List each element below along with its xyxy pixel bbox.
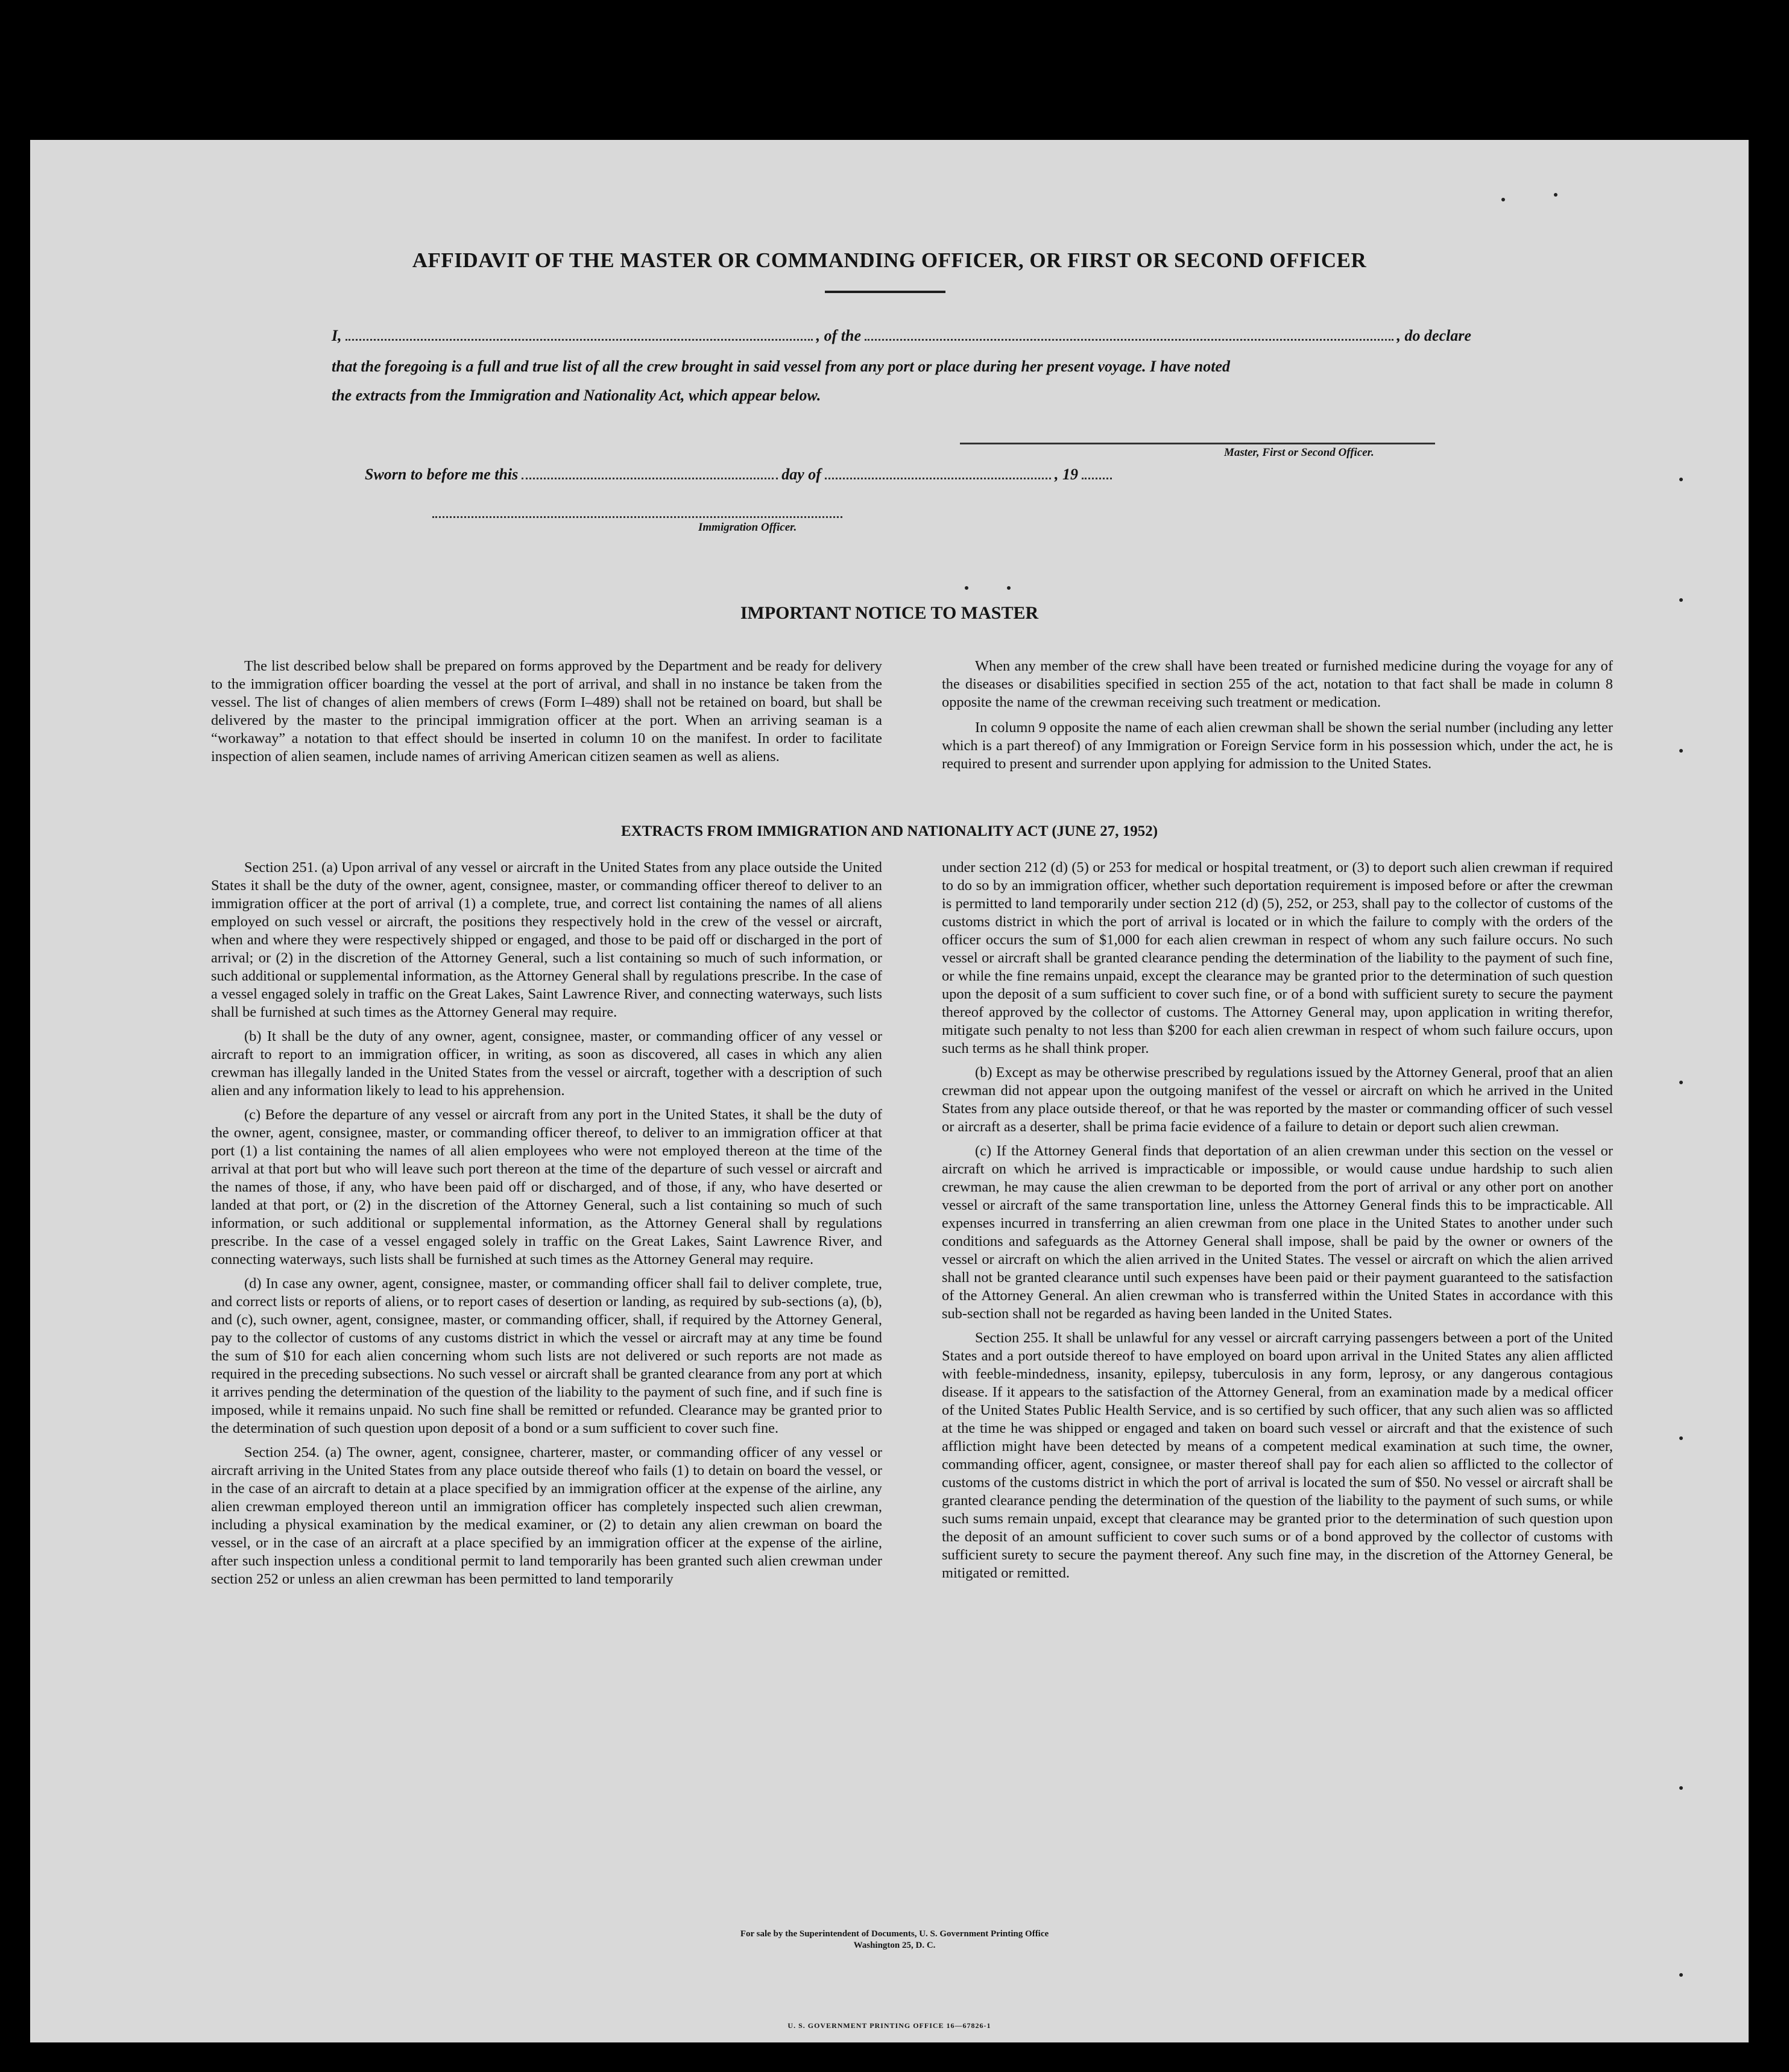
scan-speck — [1501, 198, 1505, 201]
do-declare-label: , do declare — [1396, 327, 1471, 344]
scan-speck — [1679, 478, 1683, 481]
i-label: I, — [332, 327, 342, 344]
statement-line-1: that the foregoing is a full and true list of all the crew brought in said vessel from any port or place during her present voyage. I have noted — [332, 358, 1231, 375]
scan-speck — [965, 586, 968, 590]
extract-left-paragraph: (c) Before the departure of any vessel or aircraft from any port in the United States, it shall be the duty of the owner, agent, consignee, master, or commanding officer thereof, to deliver to an immigration officer at that port (1) a list containing the names of all alien employees who were not employed thereon at the time of the arrival at that port but who will leave such port thereon at the time of the departure of such vessel or aircraft and the names of those, if any, who have been paid off or discharged, and of those, if any, who have deserted or landed at that port, or (2) in the discretion of the Attorney General, such a list containing so much of such information, or such additional or supplemental information, as the Attorney General shall by regulations prescribe. In the case of a vessel engaged solely in traffic on the Great Lakes, Saint Lawrence River, and connecting waterways, such lists shall be furnished at such times as the Attorney General may require. — [211, 1107, 882, 1268]
sale-notice-line-1: For sale by the Superintendent of Documents, U. S. Government Printing Office — [740, 1929, 1049, 1939]
sworn-month-field[interactable] — [825, 467, 1051, 479]
extract-left-paragraph: Section 254. (a) The owner, agent, consignee, charterer, master, or commanding officer of any vessel or aircraft arriving in the United States from any place outside thereof who fails (1) to detain on board the vessel, or in the case of an aircraft to detain at a place specified by an immigration officer at the expense of the airline, any alien crewman employed thereon until an immigration officer has completely inspected such alien crewman, including a physical examination by the medical examiner, or (2) to detain any alien crewman on board the vessel, or in the case of an aircraft at a place specified by an immigration officer at the expense of the airline, after such inspection unless a conditional permit to land temporarily has been granted such alien crewman under section 252 or unless an alien crewman has been permitted to land temporarily — [211, 1444, 882, 1587]
sworn-label: Sworn to before me this — [365, 466, 519, 483]
officer-signature-line[interactable] — [432, 516, 842, 518]
declaration-line — [332, 327, 1471, 345]
extract-right-paragraph: under section 212 (d) (5) or 253 for medical or hospital treatment, or (3) to deport such alien crewman if required to do so by an immigration officer, whether such deportation requirement is imposed before or after the crewman is permitted to land temporarily under section 212 (d) (5), 252, or 253, shall pay to the collector of customs of the customs district in which the port of arrival is located or in which the failure to comply with the orders of the officer occurs the sum of $1,000 for each alien crewman in respect of whom any such failure occurs. No such vessel or aircraft shall be granted clearance pending the determination of the liability to the payment of such fine, or while the fine remains unpaid, except the clearance may be granted prior to the determination of such question upon the deposit of a sum sufficient to cover such fine, or of a bond with sufficient surety to secure the payment thereof approved by the collector of customs. The Attorney General may, upon application in writing therefor, mitigate such penalty to not less than $200 for each alien crewman in respect of whom such failure occurs, upon such terms as he shall think proper. — [942, 859, 1613, 1057]
scan-speck — [1679, 1081, 1683, 1084]
sworn-day-field[interactable] — [522, 467, 778, 479]
master-signature-label: Master, First or Second Officer. — [1224, 446, 1374, 459]
day-of-label: day of — [781, 466, 821, 483]
extract-left-paragraph: (b) It shall be the duty of any owner, agent, consignee, master, or commanding officer of any vessel or aircraft to report to an immigration officer, in writing, as soon as discovered, all cases in which any alien crewman has illegally landed in the United States from the vessel or aircraft, together with a description of such alien and any information likely to lead to his apprehension. — [211, 1028, 882, 1099]
notice-heading: IMPORTANT NOTICE TO MASTER — [740, 603, 1039, 623]
statement-line-2: the extracts from the Immigration and Nationality Act, which appear below. — [332, 387, 821, 404]
notice-right-paragraph-2: In column 9 opposite the name of each alien crewman shall be shown the serial number (including any letter which is a part thereof) of any Immigration or Foreign Service form in his possession which, under the act, he is required to present and surrender upon applying for admission to the United States. — [942, 719, 1613, 772]
title-underline — [825, 291, 945, 293]
scan-speck — [1679, 1786, 1683, 1790]
scan-speck — [1007, 586, 1011, 590]
affidavit-title: AFFIDAVIT OF THE MASTER OR COMMANDING OFFICER, OR FIRST OR SECOND OFFICER — [412, 248, 1367, 272]
notice-right-paragraph-1: When any member of the crew shall have been treated or furnished medicine during the voyage for any of the diseases or disabilities specified in section 255 of the act, notation to that fact shall be made in column 8 opposite the name of the crewman receiving such treatment or medication. — [942, 658, 1613, 710]
printer-imprint: U. S. GOVERNMENT PRINTING OFFICE 16—67826-1 — [787, 2021, 991, 2030]
sale-notice — [0, 1928, 1789, 1951]
vessel-field[interactable] — [865, 328, 1393, 341]
name-field[interactable] — [345, 328, 813, 341]
scan-speck — [1679, 749, 1683, 753]
year-label: , 19 — [1054, 466, 1078, 483]
sworn-year-field[interactable] — [1082, 467, 1112, 479]
notice-left-paragraph: The list described below shall be prepared on forms approved by the Department and be ready for delivery to the immigration officer boarding the vessel at the port of arrival, and shall in no instance be taken from the vessel. The list of changes of alien members of crews (Form I–489) shall not be retained on board, but shall be delivered by the master to the principal immigration officer at the port. When an arriving seaman is a “workaway” a notation to that effect should be inserted in column 10 on the manifest. In order to facilitate inspection of alien seamen, include names of arriving American citizen seamen as well as aliens. — [211, 658, 882, 765]
form-page — [30, 140, 1749, 2042]
notice-right-column — [942, 657, 1613, 780]
extract-left-paragraph: Section 251. (a) Upon arrival of any vessel or aircraft in the United States from any place outside the United States it shall be the duty of the owner, agent, consignee, master, or commanding officer thereof to deliver to an immigration officer at the port of arrival (1) a complete, true, and correct list containing the names of all aliens employed on such vessel or aircraft, the positions they respectively hold in the crew of the vessel or aircraft, when and where they were respectively shipped or engaged, and those to be paid off or discharged in the port of arrival; or (2) in the discretion of the Attorney General, such a list containing so much of such information, or such additional or supplemental information, as the Attorney General shall by regulations prescribe. In the case of a vessel engaged solely in traffic on the Great Lakes, Saint Lawrence River, and connecting waterways, such lists shall be furnished at such times as the Attorney General may require. — [211, 859, 882, 1020]
sale-notice-line-2: Washington 25, D. C. — [853, 1941, 936, 1950]
extract-right-paragraph: Section 255. It shall be unlawful for any vessel or aircraft carrying passengers between a port of the United States and a port outside thereof to have employed on board upon arrival in the United States any alien afflicted with feeble-mindedness, insanity, epilepsy, tuberculosis in any form, leprosy, or any dangerous contagious disease. If it appears to the satisfaction of the Attorney General, from an examination made by a medical officer of the United States Public Health Service, and is so certified by such officer, that any such alien was so afflicted at the time he was shipped or engaged and taken on board such vessel or aircraft and that the existence of such affliction might have been detected by means of a competent medical examination at such time, the owner, commanding officer, agent, consignee, or master thereof shall pay for each alien so afflicted to the collector of customs of the customs district in which the port of arrival is located the sum of $50. No vessel or aircraft shall be granted clearance pending the determination of the question of the liability to the payment of such sums, or while such sums remain unpaid, except that clearance may be granted prior to the determination of such question upon the deposit of an amount sufficient to cover such sums or of a bond approved by the collector of customs with sufficient surety to secure the payment thereof. Any such fine may, in the discretion of the Attorney General, be mitigated or remitted. — [942, 1330, 1613, 1581]
master-signature-line[interactable] — [960, 443, 1435, 444]
scan-speck — [1679, 1973, 1683, 1977]
officer-signature-label: Immigration Officer. — [698, 521, 797, 534]
extract-left-paragraph: (d) In case any owner, agent, consignee, master, or commanding officer shall fail to deliver complete, true, and correct lists or reports of aliens, or to report cases of desertion or landing, as required by sub-sections (a), (b), and (c), such owner, agent, consignee, master, or commanding officer, shall, if required by the Attorney General, pay to the collector of customs of any customs district in which the vessel or aircraft may at any time be found the sum of $10 for each alien concerning whom such lists are not delivered or such reports are not made as required in the preceding subsections. No such vessel or aircraft shall be granted clearance from any port at which it arrives pending the determination of the question of the liability to the payment of such fine, and if such fine is imposed, while it remains unpaid. No such fine shall be remitted or refunded. Clearance may be granted prior to the determination of such question upon deposit of a bond or a sum sufficient to cover such fine. — [211, 1275, 882, 1436]
extracts-left-column — [211, 859, 882, 1594]
sworn-line — [365, 466, 1209, 484]
of-the-label: , of the — [816, 327, 862, 344]
scan-speck — [1679, 1436, 1683, 1440]
extract-right-paragraph: (b) Except as may be otherwise prescribed by regulations issued by the Attorney General, proof that an alien crewman did not appear upon the outgoing manifest of the vessel or aircraft on which he arrived in the United States from any place outside thereof, or that he was reported by the master or commanding officer of such vessel or aircraft as a deserter, shall be prima facie evidence of a failure to detain or deport such alien crewman. — [942, 1064, 1613, 1135]
extracts-heading: EXTRACTS FROM IMMIGRATION AND NATIONALITY ACT (JUNE 27, 1952) — [620, 823, 1158, 839]
extracts-right-column — [942, 859, 1613, 1588]
scan-speck — [1679, 598, 1683, 602]
notice-left-column — [211, 657, 882, 773]
extract-right-paragraph: (c) If the Attorney General finds that deportation of an alien crewman under this section on the vessel or aircraft on which he arrived is impracticable or impossible, or would cause undue hardship to such alien crewman, he may cause the alien crewman to be deported from the port of arrival or any other port on another vessel or aircraft of the same transportation line, unless the Attorney General finds this to be impracticable. All expenses incurred in transferring an alien crewman from one place in the United States to another under such conditions and safeguards as the Attorney General shall impose, shall be paid by the owner or owners of the vessel or aircraft on which the alien arrived in the United States. The vessel or aircraft on which the alien arrived shall not be granted clearance until such expenses have been paid or their payment guaranteed to the satisfaction of the Attorney General. An alien crewman who is transferred within the United States in accordance with this sub-section shall not be regarded as having been landed in the United States. — [942, 1143, 1613, 1322]
scan-speck — [1554, 193, 1557, 197]
